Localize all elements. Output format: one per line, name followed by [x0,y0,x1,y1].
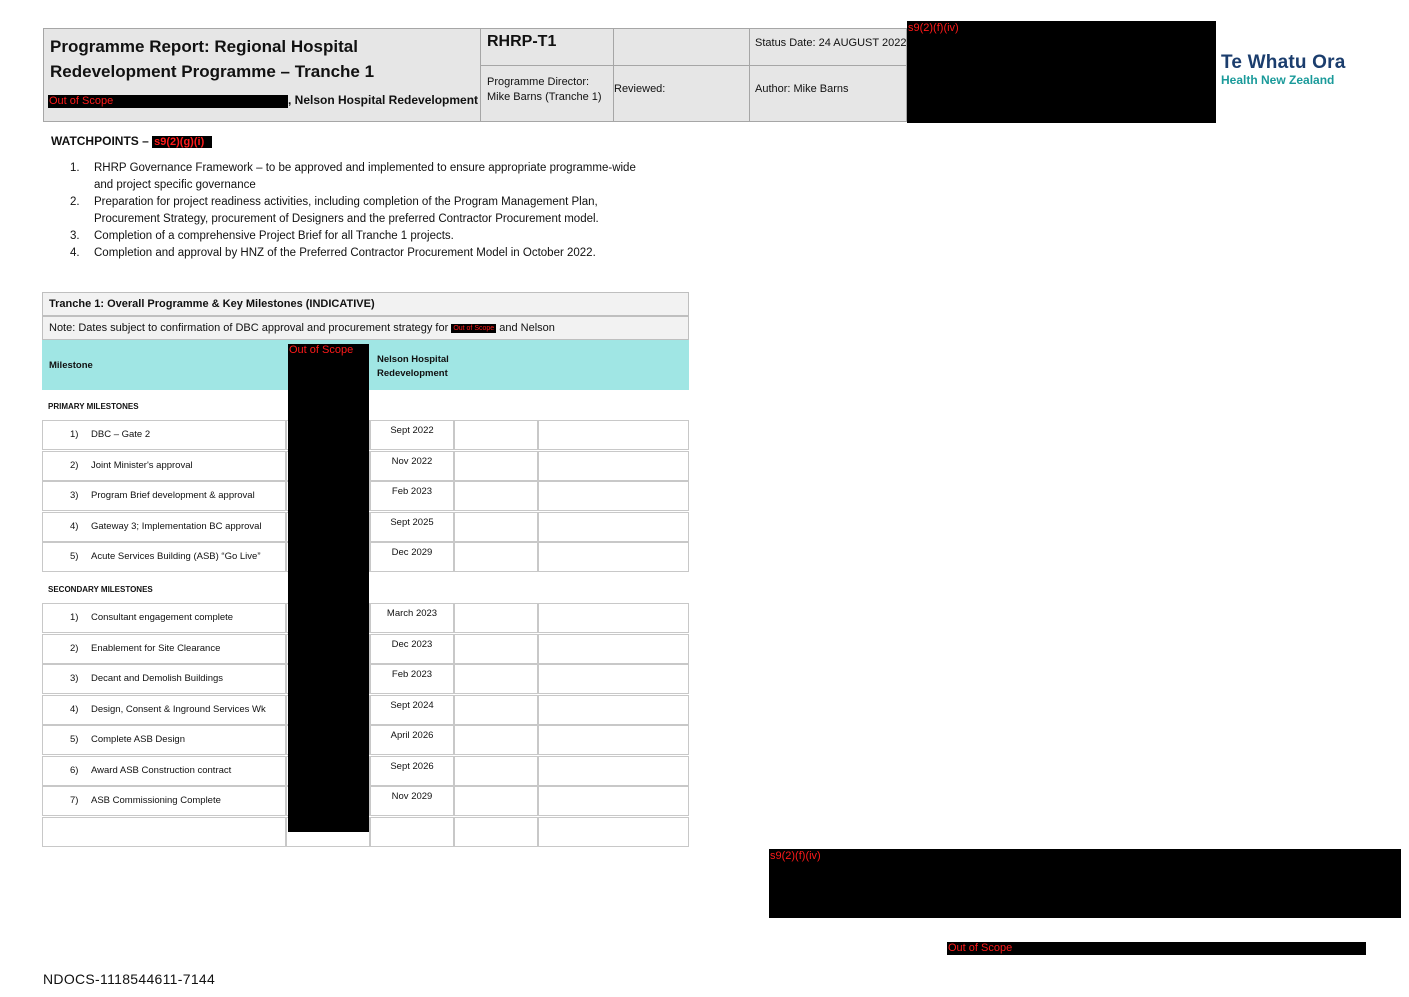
table-cell [454,512,538,542]
table-cell [42,420,286,450]
table-cell [538,420,689,450]
programme-director: Programme Director: Mike Barns (Tranche 1) [487,76,602,103]
table-cell [454,756,538,786]
milestone-number: 1) [70,429,79,440]
author: Author: Mike Barns [755,83,849,95]
milestone-number: 2) [70,642,79,654]
milestone-label: Gateway 3; Implementation BC approval [91,520,262,532]
table-cell [454,420,538,450]
note-redaction: Out of Scope [453,324,495,332]
subtitle-suffix: , Nelson Hospital Redevelopment [288,93,479,107]
milestone-number: 6) [70,764,79,776]
redacted-column: Out of Scope [288,344,369,832]
table-cell [454,451,538,481]
milestones-title: Tranche 1: Overall Programme & Key Milestones (INDICATIVE) [42,292,689,316]
milestone-date: Dec 2029 [391,547,433,558]
milestone-date: Feb 2023 [391,486,433,497]
watchpoint-item: 1. RHRP Governance Framework – to be approved and implemented to ensure appropriate programme-wide and project specific governance [70,162,636,191]
title-line-2: Redevelopment Programme – Tranche 1 [50,62,375,81]
milestone-date: Sept 2025 [390,516,434,528]
milestone-number: 5) [70,734,79,745]
milestone-label: Design, Consent & Inground Services Wk [91,703,266,715]
table-cell [538,786,689,816]
reviewed-label: Reviewed: [614,83,666,95]
milestone-label: Acute Services Building (ASB) “Go Live” [91,551,261,562]
bottom-redaction-bar: Out of Scope [947,942,1366,955]
table-cell [42,817,286,847]
milestone-label: Enablement for Site Clearance [91,642,221,654]
secondary-milestones-heading: SECONDARY MILESTONES [48,585,153,594]
header-code-cell [481,29,614,121]
table-cell [538,451,689,481]
milestones-note: Note: Dates subject to confirmation of DBC approval and procurement strategy for Out of Scope and Nelson [42,316,689,340]
table-cell [538,695,689,725]
table-cell [538,512,689,542]
milestone-label: ASB Commissioning Complete [91,795,221,806]
table-cell [370,817,454,847]
milestone-date: Sept 2024 [390,699,434,711]
table-cell [454,481,538,511]
milestone-label: Joint Minister's approval [91,459,193,471]
table-cell [454,664,538,694]
table-cell [538,664,689,694]
status-date: Status Date: 24 AUGUST 2022 [755,37,907,49]
table-cell [538,756,689,786]
milestone-date: Sept 2022 [390,425,434,436]
col-nelson: Nelson Hospital Redevelopment [377,354,449,379]
milestone-number: 3) [70,490,79,501]
watchpoints-redaction: s9(2)(g)(i) [152,136,212,148]
col-milestone: Milestone [49,360,93,371]
milestone-number: 4) [70,703,79,715]
milestone-date: Sept 2026 [390,760,434,772]
milestone-date: April 2026 [390,730,434,741]
milestone-date: Feb 2023 [391,669,433,680]
milestone-date: Dec 2023 [391,638,433,650]
bottom-redaction-block: s9(2)(f)(iv) [769,849,1401,918]
table-cell [454,603,538,633]
title-line-1: Programme Report: Regional Hospital [50,37,358,56]
header-status-cell [750,29,908,121]
title-redaction: Out of Scope [48,95,288,108]
milestone-date: Nov 2022 [391,455,433,467]
milestone-number: 5) [70,551,79,562]
programme-code: RHRP-T1 [487,33,557,50]
te-whatu-ora-logo: Te Whatu Ora [1221,52,1346,73]
milestone-date: March 2023 [386,608,438,619]
milestone-label: DBC – Gate 2 [91,429,151,440]
health-nz-logo-text: Health New Zealand [1221,73,1335,87]
table-cell [538,542,689,572]
primary-milestones-heading: PRIMARY MILESTONES [48,402,139,411]
milestones-table [42,292,689,848]
milestone-label: Consultant engagement complete [91,612,234,623]
report-header [43,28,907,122]
milestone-label: Complete ASB Design [91,734,185,745]
milestone-label: Decant and Demolish Buildings [91,673,224,684]
table-cell [538,603,689,633]
milestone-label: Award ASB Construction contract [91,764,232,776]
table-cell [538,481,689,511]
watchpoint-item: 4. Completion and approval by HNZ of the Preferred Contractor Procurement Model in October 2022. [70,247,596,259]
milestone-number: 4) [70,520,79,532]
watchpoints-heading: WATCHPOINTS – s9(2)(g)(i) [51,134,212,148]
table-cell [454,542,538,572]
milestone-label: Program Brief development & approval [91,490,255,501]
report-title [50,34,470,84]
header-reviewed-cell [614,29,750,121]
watchpoints-list [70,160,680,262]
watchpoint-item: 2. Preparation for project readiness activities, including completion of the Program Management Plan, Procurement Strategy, procurement of Designers and the preferred Contractor Procurement model. [70,196,599,225]
header-redaction-block: s9(2)(f)(iv) [907,21,1216,123]
milestone-date: Nov 2029 [391,791,433,802]
milestone-number: 3) [70,673,79,684]
table-cell [538,634,689,664]
milestone-number: 7) [70,795,79,806]
table-cell [538,725,689,755]
table-cell [538,817,689,847]
milestone-number: 1) [70,612,79,623]
table-cell [454,725,538,755]
table-cell [454,786,538,816]
table-cell [454,817,538,847]
header-title-cell [44,29,481,121]
table-cell [454,634,538,664]
milestone-number: 2) [70,459,79,471]
table-cell [454,695,538,725]
document-id: NDOCS-1118544611-7144 [43,971,216,987]
watchpoint-item: 3. Completion of a comprehensive Project Brief for all Tranche 1 projects. [70,230,454,242]
